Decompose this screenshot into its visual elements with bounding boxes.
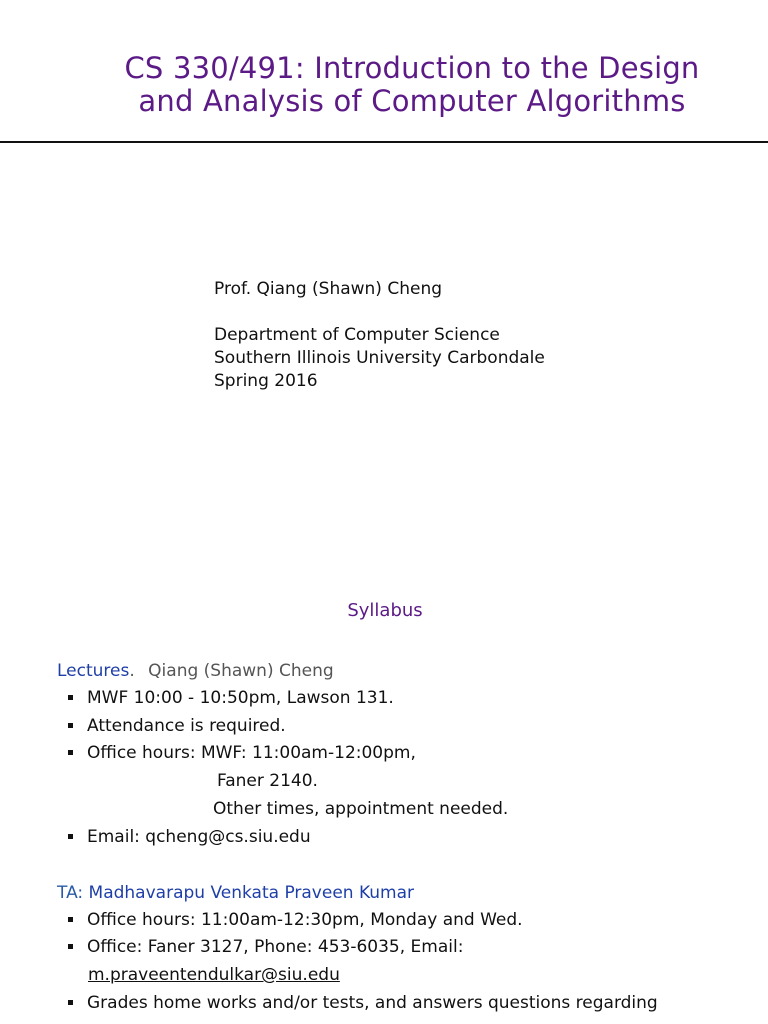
office-note: Other times, appointment needed. bbox=[213, 799, 509, 819]
bullet-icon bbox=[68, 695, 73, 700]
bullet-icon bbox=[68, 1000, 73, 1005]
lectures-heading bbox=[57, 660, 334, 682]
title-divider bbox=[0, 141, 768, 143]
document-title bbox=[0, 52, 768, 118]
ta-heading bbox=[57, 882, 414, 904]
list-item: Office hours: MWF: 11:00am-12:00pm, bbox=[68, 742, 416, 764]
term: Spring 2016 bbox=[214, 371, 318, 391]
syllabus-heading: Syllabus bbox=[347, 600, 423, 621]
list-item: Office: Faner 3127, Phone: 453-6035, Email: bbox=[68, 936, 463, 958]
university-name: Southern Illinois University Carbondale bbox=[214, 348, 545, 368]
list-item: Office hours: 11:00am-12:30pm, Monday and Wed. bbox=[68, 909, 523, 931]
department-name: Department of Computer Science bbox=[214, 325, 500, 345]
lectures-instructor: Qiang (Shawn) Cheng bbox=[148, 661, 334, 681]
office-location: Faner 2140. bbox=[217, 771, 318, 791]
list-item: Attendance is required. bbox=[68, 715, 286, 737]
list-item: MWF 10:00 - 10:50pm, Lawson 131. bbox=[68, 687, 394, 709]
bullet-icon bbox=[68, 750, 73, 755]
ta-name: Madhavarapu Venkata Praveen Kumar bbox=[88, 883, 415, 903]
title-line-2: and Analysis of Computer Algorithms bbox=[138, 84, 686, 118]
professor-name: Prof. Qiang (Shawn) Cheng bbox=[214, 279, 443, 299]
title-line-1: CS 330/491: Introduction to the Design bbox=[124, 51, 700, 85]
department-block bbox=[214, 324, 545, 393]
bullet-icon bbox=[68, 834, 73, 839]
bullet-icon bbox=[68, 723, 73, 728]
bullet-icon bbox=[68, 944, 73, 949]
lectures-label-dot: . bbox=[129, 661, 135, 681]
bullet-icon bbox=[68, 917, 73, 922]
ta-email-link[interactable]: m.praveentendulkar@siu.edu bbox=[88, 965, 340, 985]
lectures-label: Lectures bbox=[57, 661, 130, 681]
ta-label: TA: bbox=[57, 883, 84, 903]
list-item: Email: qcheng@cs.siu.edu bbox=[68, 826, 311, 848]
list-item: Grades home works and/or tests, and answers questions regarding bbox=[68, 992, 658, 1014]
